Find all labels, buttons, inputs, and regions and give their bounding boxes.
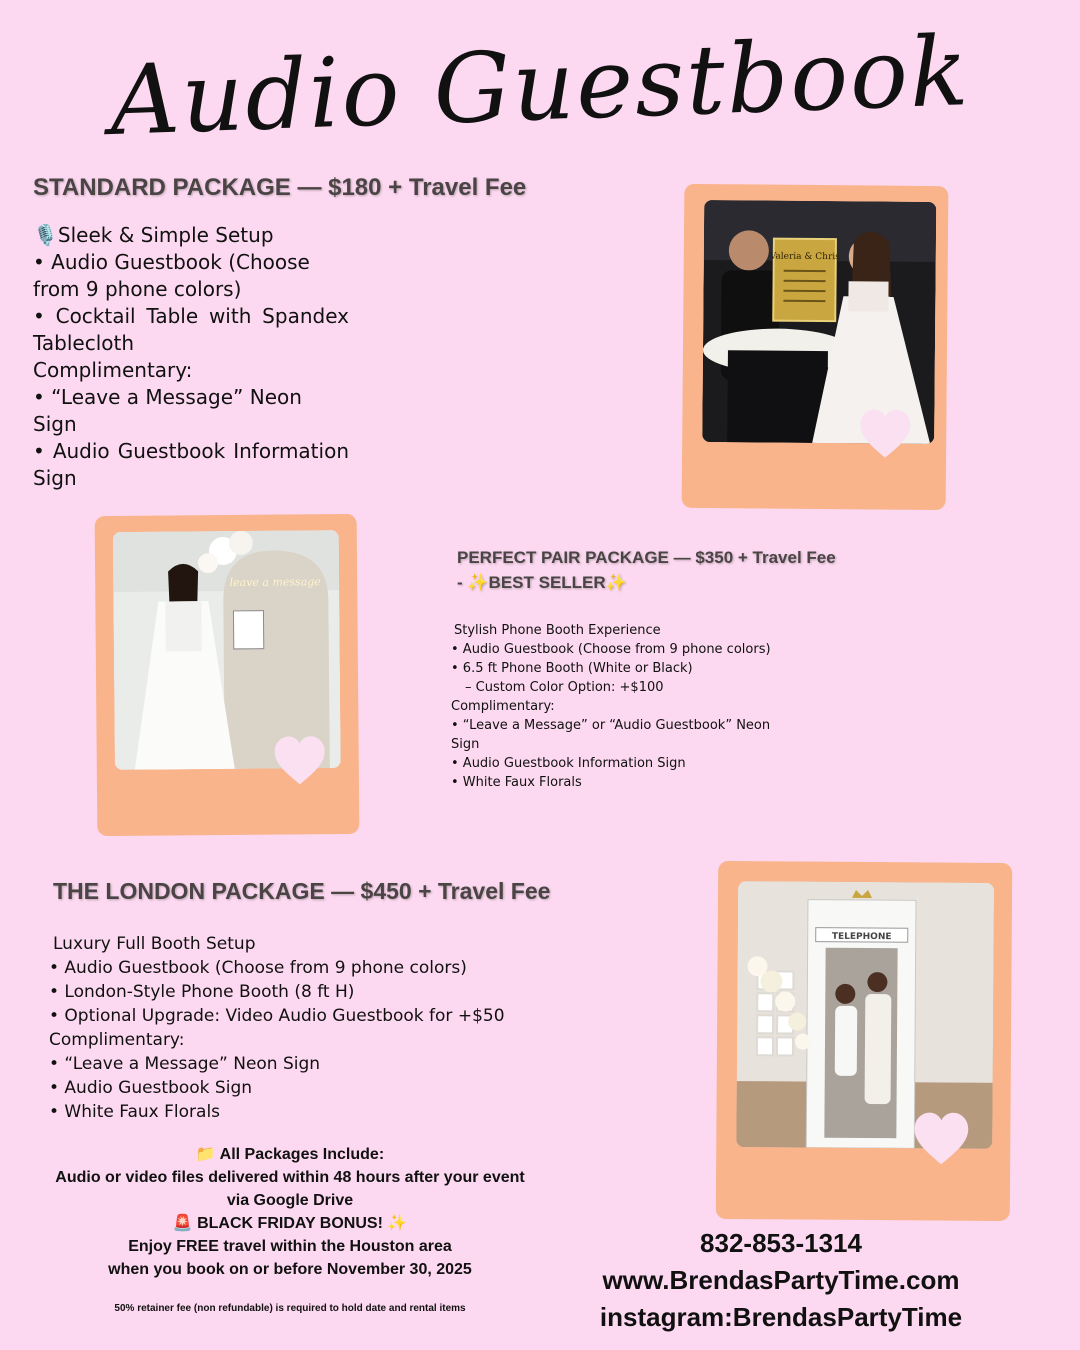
standard-line: • Audio Guestbook Information Sign	[33, 439, 349, 490]
standard-line: • Cocktail Table with Spandex Tablecloth	[33, 304, 349, 355]
perfect-pair-line: • Audio Guestbook (Choose from 9 phone colors)	[451, 642, 771, 657]
website-link[interactable]: www.BrendasPartyTime.com	[602, 1265, 960, 1295]
heart-icon	[912, 1110, 970, 1168]
london-line: Complimentary:	[49, 1030, 185, 1050]
perfect-pair-line: • “Leave a Message” or “Audio Guestbook” Neon Sign	[451, 718, 771, 752]
standard-line: Complimentary:	[33, 358, 193, 382]
standard-package-list	[33, 222, 349, 492]
bonus-text-2: when you book on or before November 30, 2025	[108, 1261, 472, 1278]
footer-info	[50, 1143, 530, 1281]
standard-line: • Audio Guestbook (Choose from 9 phone colors)	[33, 250, 310, 301]
bonus-text-1: Enjoy FREE travel within the Houston area	[128, 1238, 452, 1255]
photo-frame-standard	[682, 184, 949, 510]
retainer-note: 50% retainer fee (non refundable) is required to hold date and rental items	[114, 1303, 466, 1314]
heart-icon	[273, 734, 327, 788]
perfect-pair-list	[451, 621, 771, 792]
london-line: • Audio Guestbook (Choose from 9 phone colors)	[49, 958, 467, 978]
phone-number[interactable]: 832-853-1314	[700, 1228, 862, 1258]
delivery-note: Audio or video files delivered within 48 hours after your event via Google Drive	[55, 1169, 525, 1209]
photo2-neon-text: leave a message	[229, 575, 321, 589]
perfect-pair-line: • Audio Guestbook Information Sign	[451, 756, 686, 771]
best-seller-badge: - ✨BEST SELLER✨	[457, 573, 627, 592]
perfect-pair-line: • 6.5 ft Phone Booth (White or Black)	[451, 661, 693, 676]
heart-icon	[858, 407, 912, 461]
page-title: Audio Guestbook	[108, 15, 972, 157]
london-package-heading: THE LONDON PACKAGE — $450 + Travel Fee	[53, 878, 551, 904]
standard-package-heading: STANDARD PACKAGE — $180 + Travel Fee	[33, 174, 527, 201]
contact-block	[580, 1225, 982, 1336]
perfect-pair-line: Complimentary:	[451, 699, 555, 714]
london-line: Luxury Full Booth Setup	[53, 934, 256, 954]
perfect-pair-line: • White Faux Florals	[451, 775, 582, 790]
photo-frame-perfect-pair	[95, 514, 360, 836]
perfect-pair-line: Stylish Phone Booth Experience	[454, 623, 661, 638]
all-packages-include: 📁 All Packages Include:	[195, 1146, 385, 1163]
london-line: • “Leave a Message” Neon Sign	[49, 1054, 321, 1074]
london-package-list	[49, 932, 519, 1124]
perfect-pair-heading: PERFECT PAIR PACKAGE — $350 + Travel Fee	[457, 548, 836, 567]
black-friday-bonus: 🚨 BLACK FRIDAY BONUS! ✨	[172, 1215, 408, 1232]
london-line: • Optional Upgrade: Video Audio Guestbook for +$50	[49, 1006, 505, 1026]
standard-line: 🎙️Sleek & Simple Setup	[33, 223, 274, 247]
photo-frame-london	[716, 861, 1012, 1221]
photo3-booth-text: TELEPHONE	[831, 931, 892, 943]
london-line: • London-Style Phone Booth (8 ft H)	[49, 982, 355, 1002]
standard-line: • “Leave a Message” Neon Sign	[33, 385, 302, 436]
london-line: • Audio Guestbook Sign	[49, 1078, 253, 1098]
instagram-handle[interactable]: instagram:BrendasPartyTime	[599, 1302, 963, 1332]
perfect-pair-line: – Custom Color Option: +$100	[465, 680, 664, 695]
london-booth-photo	[736, 881, 994, 1149]
london-line: • White Faux Florals	[49, 1102, 221, 1122]
photo1-sign-text: Valeria & Chris	[769, 251, 840, 263]
